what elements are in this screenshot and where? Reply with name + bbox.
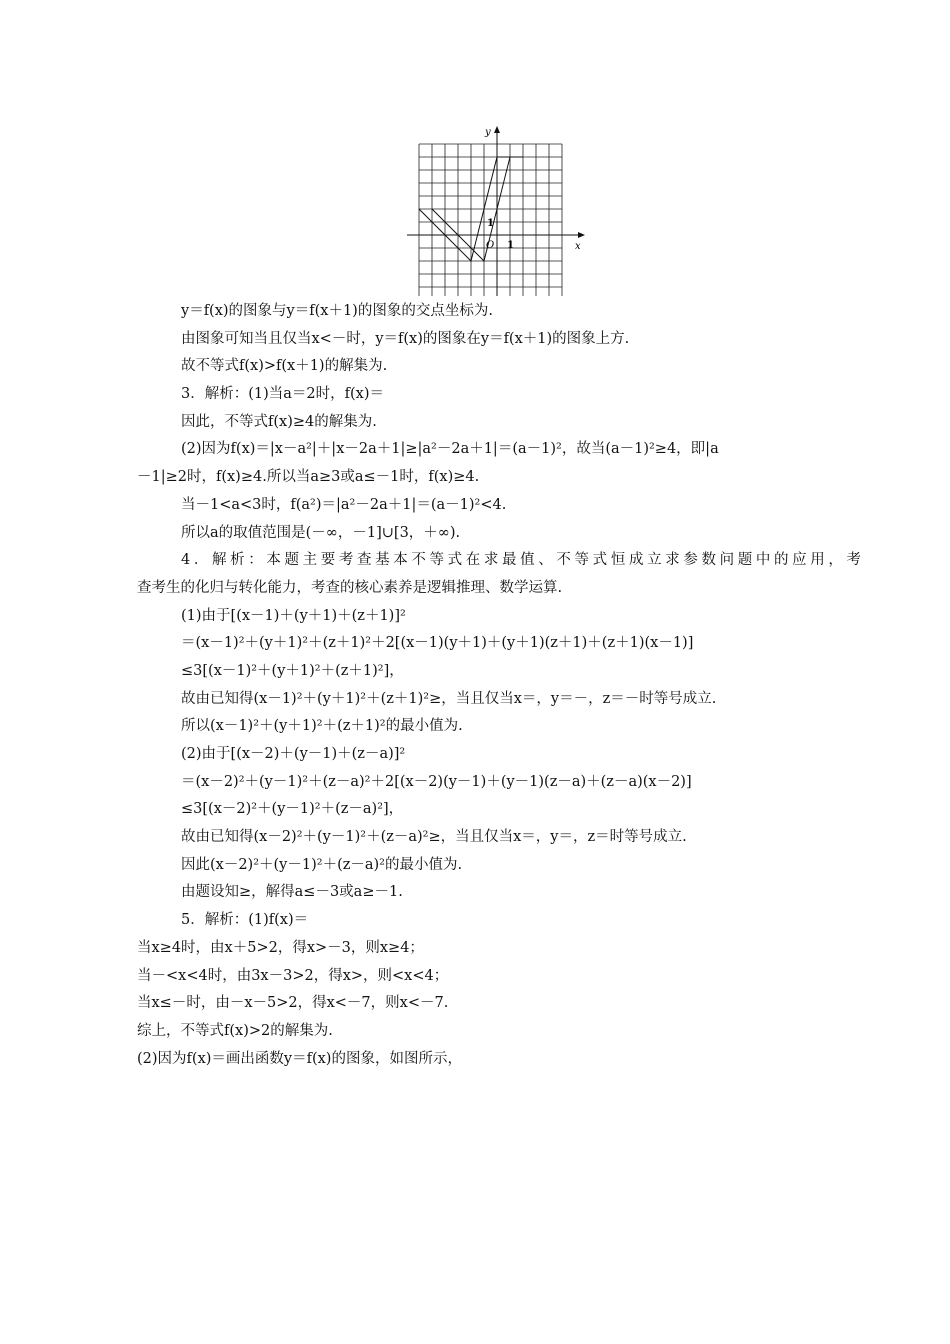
solution-line: ≤3[(x－1)²＋(y＋1)²＋(z＋1)²]， xyxy=(181,662,404,679)
solution-line: 故不等式f(x)>f(x＋1)的解集为. xyxy=(181,358,388,375)
solution-line: ≤3[(x－2)²＋(y－1)²＋(z－a)²]， xyxy=(181,801,404,818)
x-axis-label: x xyxy=(575,241,581,252)
solution-line: 当－1<a<3时，f(a²)＝|a²－2a＋1|＝(a－1)²<4. xyxy=(181,496,507,513)
solution-line: －1|≥2时，f(x)≥4.所以当a≥3或a≤－1时，f(x)≥4. xyxy=(137,469,480,486)
solution-line: 综上，不等式f(x)>2的解集为. xyxy=(137,1022,333,1039)
solution-line: 由图象可知当且仅当x<－时，y＝f(x)的图象在y＝f(x＋1)的图象上方. xyxy=(181,330,630,347)
solution-line: (2)因为f(x)＝画出函数y＝f(x)的图象，如图所示， xyxy=(137,1050,462,1067)
solution-line: (1)由于[(x－1)＋(y＋1)＋(z＋1)]² xyxy=(181,607,406,624)
solution-line: 因此，不等式f(x)≥4的解集为. xyxy=(181,413,377,430)
graph-svg xyxy=(405,124,590,296)
solution-line: 由题设知≥，解得a≤－3或a≥－1. xyxy=(181,884,403,901)
solution-line: 因此(x－2)²＋(y－1)²＋(z－a)²的最小值为. xyxy=(181,856,463,873)
solution-line: ＝(x－2)²＋(y－1)²＋(z－a)²＋2[(x－2)(y－1)＋(y－1)(z－a)＋(z－a)(x－2)] xyxy=(181,773,692,790)
solution-line: 所以a的取值范围是(－∞，－1]∪[3，＋∞). xyxy=(181,524,461,541)
solution-line: 当x≤－时，由－x－5>2，得x<－7，则x<－7. xyxy=(137,995,449,1012)
solution-line: (2)由于[(x－2)＋(y－1)＋(z－a)]² xyxy=(181,746,406,762)
y-axis-label: y xyxy=(485,127,491,138)
solution-line: 故由已知得(x－1)²＋(y＋1)²＋(z＋1)²≥，当且仅当x＝，y＝－，z＝－时等号成立. xyxy=(181,690,717,707)
x-axis-arrow-icon xyxy=(578,232,585,238)
solution-line: (2)因为f(x)＝|x－a²|＋|x－2a＋1|≥|a²－2a＋1|＝(a－1)²，故当(a－1)²≥4，即|a xyxy=(181,441,719,458)
solution-line: 查考生的化归与转化能力，考查的核心素养是逻辑推理、数学运算. xyxy=(137,579,563,596)
solution-line: 故由已知得(x－2)²＋(y－1)²＋(z－a)²≥，当且仅当x＝，y＝，z＝时等号成立. xyxy=(181,829,687,846)
solution-line: 所以(x－1)²＋(y＋1)²＋(z＋1)²的最小值为. xyxy=(181,718,463,735)
solution-text xyxy=(137,298,861,1073)
solution-line: 5．解析：(1)f(x)＝ xyxy=(181,912,309,929)
solution-line: 4．解析：本题主要考查基本不等式在求最值、不等式恒成立求参数问题中的应用，考 xyxy=(181,552,861,569)
y-unit-label: 1 xyxy=(487,218,494,229)
y-axis-arrow-icon xyxy=(494,126,500,133)
solution-line: ＝(x－1)²＋(y＋1)²＋(z＋1)²＋2[(x－1)(y＋1)＋(y＋1)(z＋1)＋(z＋1)(x－1)] xyxy=(181,635,694,652)
x-unit-label: 1 xyxy=(507,240,514,251)
function-graph-figure xyxy=(405,124,590,296)
solution-line: 当x≥4时，由x＋5>2，得x>－3，则x≥4； xyxy=(137,939,424,956)
solution-line: y＝f(x)的图象与y＝f(x＋1)的图象的交点坐标为. xyxy=(181,303,493,319)
solution-line: 3．解析：(1)当a＝2时，f(x)＝ xyxy=(181,386,384,403)
origin-label: O xyxy=(486,240,495,251)
solution-line: 当－<x<4时，由3x－3>2，得x>，则<x<4； xyxy=(137,967,449,984)
